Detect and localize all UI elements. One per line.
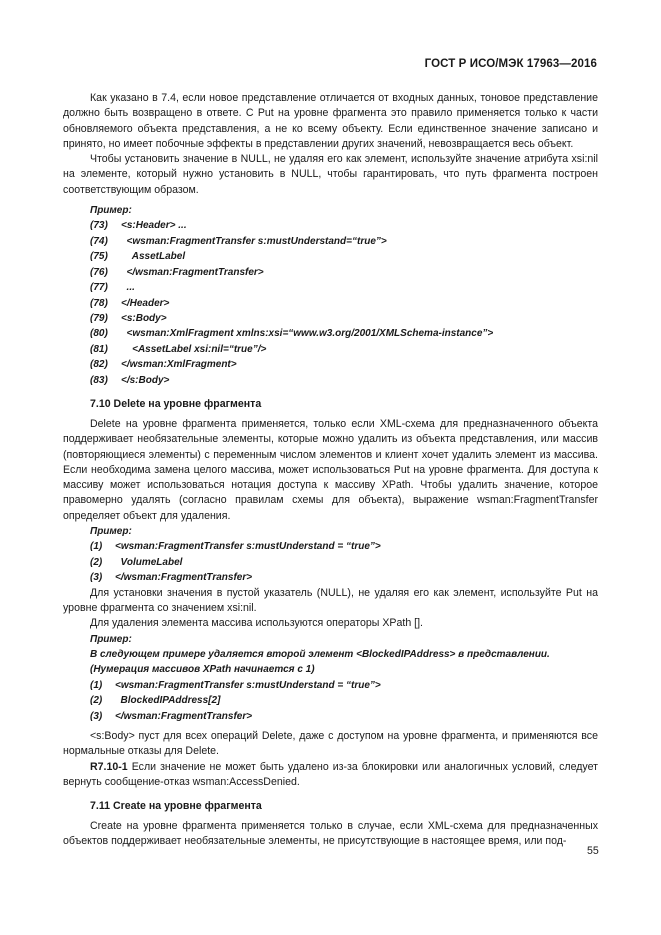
code-line bbox=[63, 373, 598, 388]
code-line bbox=[63, 693, 598, 708]
paragraph-5: Для удаления элемента массива используются операторы XPath []. bbox=[90, 617, 423, 630]
code-text: <AssetLabel xsi:nil=“true”/> bbox=[121, 343, 267, 355]
line-number: (76) bbox=[90, 266, 108, 278]
example-label: Пример: bbox=[90, 205, 132, 217]
code-text: <wsman:FragmentTransfer s:mustUnderstand = “true”> bbox=[115, 541, 381, 553]
paragraph-2: Чтобы установить значение в NULL, не удаляя его как элемент, используйте значение атрибута xsi:nil на элементе, который нужно установить в NULL, чтобы гарантировать, что путь фрагмента построен соответствующим образом. bbox=[63, 153, 598, 196]
code-text: ... bbox=[121, 282, 135, 294]
code-line bbox=[63, 678, 598, 693]
page-number: 55 bbox=[587, 845, 599, 857]
requirement-r7-10-1 bbox=[63, 760, 598, 791]
line-number: (78) bbox=[90, 297, 108, 309]
example-3-note-2: (Нумерация массивов XPath начинается с 1) bbox=[90, 664, 315, 676]
code-text: </wsman:FragmentTransfer> bbox=[121, 266, 264, 278]
line-number: (74) bbox=[90, 235, 108, 247]
section-7-11-title: 7.11 Create на уровне фрагмента bbox=[90, 800, 262, 813]
code-text: <s:Body> bbox=[121, 312, 167, 324]
paragraph-7: Create на уровне фрагмента применяется только в случае, если XML-схема для предназначенных объектов поддерживает необязательные элементы, не присутствующие в настоящее время, или под- bbox=[63, 820, 598, 848]
line-number: (83) bbox=[90, 374, 108, 386]
code-line bbox=[63, 539, 598, 554]
code-line bbox=[63, 249, 598, 264]
line-number: (79) bbox=[90, 312, 108, 324]
paragraph-3: Delete на уровне фрагмента применяется, только если XML-схема для предназначенного объекта поддерживает необязательные элементы, которые можно удалить из объекта представления, или массив (повторяющиеся элементы) с переменным числом элементов и клиент хочет удалить элемент из массива. Если необходима замена целого массива, может использоваться Put на уровне фрагмента. Для доступа к массиву может использоваться нотация доступа к массиву XPath. Чтобы удалить значение, которое правомерно удалять (согласно правилам схемы для объекта), выражение wsman:FragmentTransfer определяет объект для удаления. bbox=[63, 417, 598, 522]
line-number: (3) bbox=[90, 710, 103, 722]
paragraph-1: Как указано в 7.4, если новое представление отличается от входных данных, тоновое представление должно быть возвращено в ответе. С Put на уровне фрагмента это правило применяется только к части обновляемого объекта представления, а не ко всему объекту. Если единственное значение записано и принято, но имеет побочные эффекты в представлении других значений, невозвращается весь объект. bbox=[63, 92, 598, 150]
line-number: (82) bbox=[90, 359, 108, 371]
line-number: (1) bbox=[90, 541, 103, 553]
code-line bbox=[63, 218, 598, 233]
example-2-code bbox=[63, 539, 598, 585]
line-number: (2) bbox=[90, 556, 103, 568]
code-line bbox=[63, 234, 598, 249]
code-text: </s:Body> bbox=[121, 374, 170, 386]
line-number: (75) bbox=[90, 251, 108, 263]
line-number: (77) bbox=[90, 282, 108, 294]
standard-header: ГОСТ Р ИСО/МЭК 17963—2016 bbox=[424, 58, 597, 70]
line-number: (73) bbox=[90, 220, 108, 232]
code-line bbox=[63, 709, 598, 724]
code-line bbox=[63, 570, 598, 585]
code-line bbox=[63, 265, 598, 280]
code-text: </wsman:XmlFragment> bbox=[121, 359, 237, 371]
example-label-3: Пример: bbox=[90, 633, 132, 645]
paragraph-4: Для установки значения в пустой указатель (NULL), не удаляя его как элемент, используйте Put на уровне фрагмента со значением xsi:nil. bbox=[63, 586, 598, 614]
code-text: BlockedIPAddress[2] bbox=[115, 695, 221, 707]
code-line bbox=[63, 280, 598, 295]
code-line bbox=[63, 296, 598, 311]
code-text: </Header> bbox=[121, 297, 170, 309]
code-line bbox=[63, 326, 598, 341]
code-text: </wsman:FragmentTransfer> bbox=[115, 572, 253, 584]
example-label-2: Пример: bbox=[90, 526, 132, 538]
code-text: <s:Header> ... bbox=[121, 220, 187, 232]
code-line bbox=[63, 311, 598, 326]
code-text: AssetLabel bbox=[121, 251, 186, 263]
code-text: <wsman:XmlFragment xmlns:xsi=“www.w3.org/2001/XMLSchema-instance”> bbox=[121, 328, 494, 340]
page-content bbox=[63, 91, 598, 850]
line-number: (81) bbox=[90, 343, 108, 355]
code-line bbox=[63, 342, 598, 357]
line-number: (3) bbox=[90, 572, 103, 584]
section-7-10-title: 7.10 Delete на уровне фрагмента bbox=[90, 397, 262, 410]
example-1-code bbox=[63, 218, 598, 387]
line-number: (80) bbox=[90, 328, 108, 340]
code-text: VolumeLabel bbox=[115, 556, 183, 568]
example-3-note-1: В следующем примере удаляется второй элемент <BlockedIPAddress> в представлении. bbox=[90, 648, 550, 660]
code-text: <wsman:FragmentTransfer s:mustUnderstand = “true”> bbox=[115, 679, 381, 691]
line-number: (2) bbox=[90, 695, 103, 707]
code-line bbox=[63, 357, 598, 372]
requirement-text: Если значение не может быть удалено из-за блокировки или аналогичных условий, следует вернуть сообщение-отказ wsman:AccessDenied. bbox=[63, 760, 598, 788]
requirement-label: R7.10-1 bbox=[90, 760, 128, 773]
code-text: </wsman:FragmentTransfer> bbox=[115, 710, 253, 722]
example-3-code bbox=[63, 678, 598, 724]
line-number: (1) bbox=[90, 679, 103, 691]
paragraph-6: <s:Body> пуст для всех операций Delete, даже с доступом на уровне фрагмента, и применяются все нормальные отказы для Delete. bbox=[63, 729, 598, 758]
code-line bbox=[63, 555, 598, 570]
code-text: <wsman:FragmentTransfer s:mustUnderstand=“true”> bbox=[121, 235, 387, 247]
